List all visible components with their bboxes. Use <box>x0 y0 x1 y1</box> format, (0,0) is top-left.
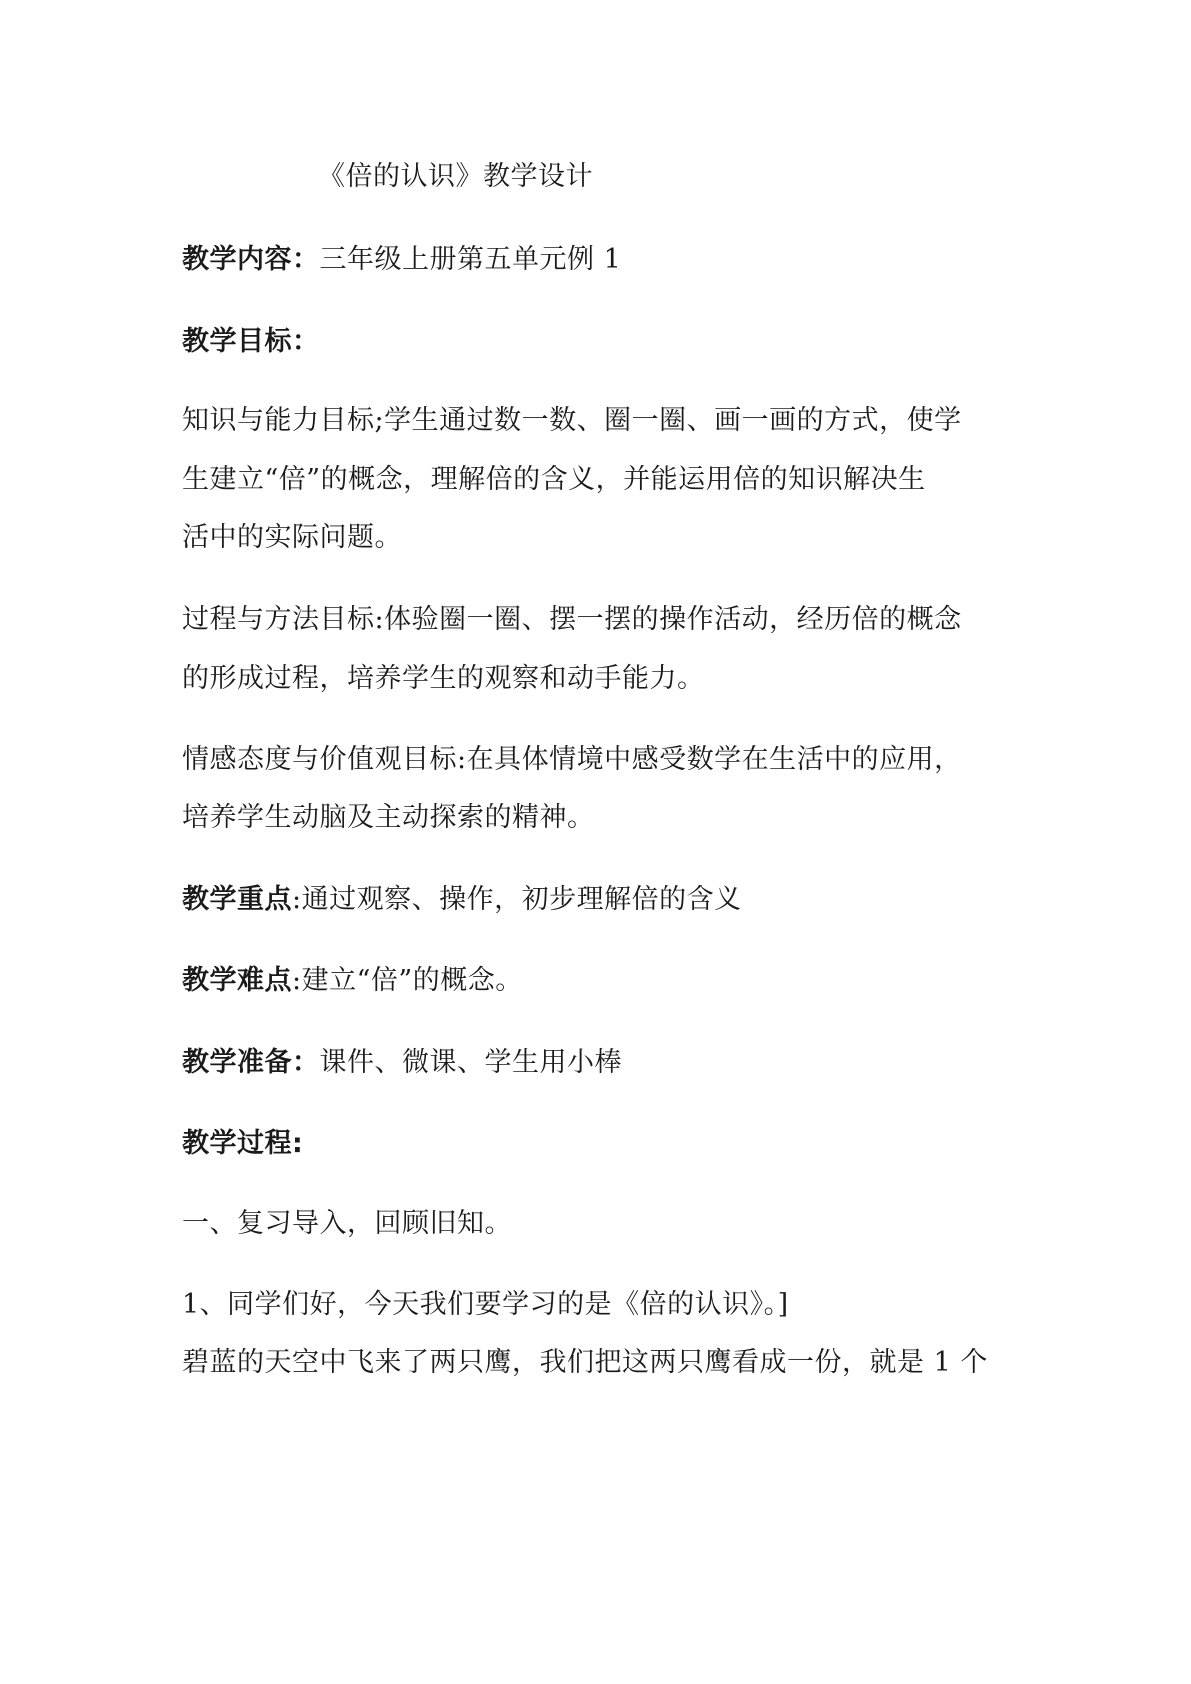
difficulty-label: 教学难点 <box>182 965 292 996</box>
teaching-content <box>182 243 621 277</box>
teaching-content-label: 教学内容： <box>182 244 320 275</box>
preparation <box>182 1046 622 1080</box>
teaching-content-text: 三年级上册第五单元例 1 <box>319 244 622 275</box>
knowledge-objective-line-1: 知识与能力目标;学生通过数一数、圈一圈、画一画的方式，使学 <box>182 405 962 436</box>
knowledge-objective-line-2: 生建立“倍”的概念，理解倍的含义，并能运用倍的知识解决生 <box>182 464 926 495</box>
section-1-heading: 一、复习导入，回顾旧知。 <box>182 1208 512 1239</box>
key-point <box>182 883 742 917</box>
difficulty-text: :建立“倍”的概念。 <box>292 965 523 996</box>
document-title: 《倍的认识》教学设计 <box>318 161 593 192</box>
preparation-label: 教学准备： <box>182 1047 320 1078</box>
objectives-heading: 教学目标： <box>182 326 320 357</box>
emotion-objective-line-1: 情感态度与价值观目标:在具体情境中感受数学在生活中的应用， <box>182 744 962 775</box>
process-objective-line-1: 过程与方法目标:体验圈一圈、摆一摆的操作活动，经历倍的概念 <box>182 604 962 635</box>
paragraph-1: 1、同学们好，今天我们要学习的是《倍的认识》。] <box>182 1289 789 1320</box>
emotion-objective-line-2: 培养学生动脑及主动探索的精神。 <box>182 802 595 833</box>
paragraph-2: 碧蓝的天空中飞来了两只鹰，我们把这两只鹰看成一份，就是 1 个 <box>182 1347 988 1378</box>
process-heading: 教学过程: <box>182 1128 304 1159</box>
difficulty <box>182 964 523 998</box>
key-point-label: 教学重点 <box>182 884 292 915</box>
key-point-text: :通过观察、操作，初步理解倍的含义 <box>292 884 742 915</box>
process-objective-line-2: 的形成过程，培养学生的观察和动手能力。 <box>182 663 705 694</box>
knowledge-objective-line-3: 活中的实际问题。 <box>182 522 402 553</box>
preparation-text: 课件、微课、学生用小棒 <box>319 1047 622 1078</box>
